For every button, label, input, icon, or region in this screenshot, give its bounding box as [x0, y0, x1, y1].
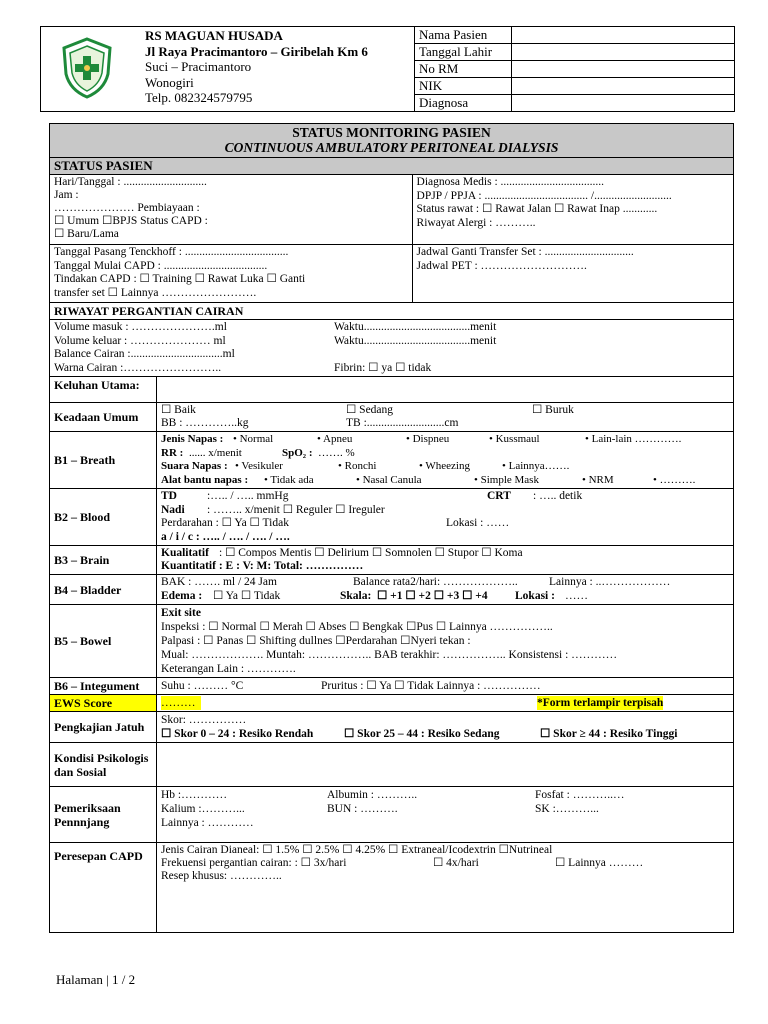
ews-label: EWS Score [50, 695, 157, 712]
crt-field[interactable]: : ….. detik [533, 490, 583, 502]
nadi-field[interactable]: : …….. x/menit ☐ Reguler ☐ Ireguler [207, 503, 385, 516]
resiko-rendah-checkbox[interactable]: ☐ Skor 0 – 24 : Resiko Rendah [161, 728, 314, 740]
b1-block[interactable] [157, 432, 734, 489]
nik-label: NIK [415, 78, 512, 95]
resiko-tinggi-checkbox[interactable]: ☐ Skor ≥ 44 : Resiko Tinggi [540, 728, 678, 740]
alat-simple-mask-option[interactable]: • Simple Mask [474, 473, 539, 486]
keluhan-field[interactable] [157, 377, 734, 403]
alat-tidak-ada-option[interactable]: • Tidak ada [264, 473, 314, 486]
suara-ronchi-option[interactable]: • Ronchi [338, 460, 377, 472]
ews-value-field[interactable]: ……… [161, 696, 201, 710]
riwayat-block[interactable] [50, 320, 734, 377]
b2-label: B2 – Blood [50, 489, 157, 546]
rr-field[interactable]: ...... x/menit [189, 446, 242, 459]
albumin-field[interactable]: Albumin : ……….. [327, 789, 418, 801]
jatuh-block[interactable] [157, 712, 734, 743]
jadwal-pet-field[interactable]: Jadwal PET : ………………………. [416, 259, 587, 272]
exit-site-label: Exit site [161, 607, 201, 619]
napas-lainlain-option[interactable]: • Lain-lain …………. [585, 433, 682, 445]
resep-block[interactable] [157, 843, 734, 933]
mual-muntah-field[interactable]: Mual: ………………. Muntah: …………….. BAB terakhir: …………….. Konsistensi : ………… [161, 649, 618, 661]
suara-napas-label: Suara Napas : [161, 460, 228, 472]
form-title [50, 124, 734, 158]
balance-rata-field[interactable]: Balance rata2/hari: ……………….. [353, 576, 518, 588]
napas-normal-option[interactable]: • Normal [233, 433, 274, 445]
napas-apneu-option[interactable]: • Apneu [317, 433, 353, 445]
edema-options[interactable]: ☐ Ya ☐ Tidak [213, 589, 281, 602]
suara-lainnya-option[interactable]: • Lainnya……. [502, 460, 570, 472]
edema-label: Edema : [161, 589, 203, 602]
status-right-block-1[interactable] [412, 175, 733, 245]
alat-nrm-option[interactable]: • NRM [582, 473, 614, 486]
b3-block[interactable] [157, 546, 734, 575]
patient-name-field[interactable] [512, 27, 735, 44]
edema-lokasi-label: Lokasi : [515, 589, 555, 602]
b6-block[interactable] [157, 678, 734, 695]
title-line2: CONTINUOUS AMBULATORY PERITONEAL DIALYSIS [224, 140, 559, 155]
medical-record-field[interactable] [512, 61, 735, 78]
b6-label: B6 – Integument [50, 678, 157, 695]
resiko-sedang-checkbox[interactable]: ☐ Skor 25 – 44 : Resiko Sedang [344, 728, 500, 740]
spo2-field[interactable]: ……. % [318, 446, 355, 459]
napas-kussmaul-option[interactable]: • Kussmaul [489, 433, 540, 445]
skala-label: Skala: [340, 589, 372, 602]
inspeksi-options[interactable]: Inspeksi : ☐ Normal ☐ Merah ☐ Abses ☐ Bengkak ☐Pus ☐ Lainnya …………….. [161, 621, 553, 633]
jam-field[interactable]: Jam : [54, 189, 79, 201]
crt-label: CRT [487, 490, 511, 502]
page-footer: Halaman | 1 / 2 [56, 972, 136, 987]
title-line1: STATUS MONITORING PASIEN [292, 125, 491, 140]
keadaan-label: Keadaan Umum [50, 403, 157, 432]
hospital-name: RS MAGUAN HUSADA [145, 28, 283, 43]
kualitatif-options[interactable]: : ☐ Compos Mentis ☐ Delirium ☐ Somnolen ☐ Stupor ☐ Koma [219, 547, 523, 559]
alat-nasal-canula-option[interactable]: • Nasal Canula [356, 473, 422, 486]
keterangan-lain-field[interactable]: Keterangan Lain : …………. [161, 663, 296, 675]
alat-bantu-label: Alat bantu napas : [161, 473, 249, 486]
hospital-logo-icon [58, 36, 116, 100]
rr-label: RR : [161, 446, 184, 459]
volume-keluar-field[interactable]: Volume keluar : ………………… ml [54, 334, 226, 347]
status-right-block-2[interactable] [412, 245, 733, 303]
keadaan-baik-checkbox[interactable]: ☐ Baik [161, 404, 196, 416]
jatuh-label: Pengkajian Jatuh [50, 712, 157, 743]
kalium-field[interactable]: Kalium :………... [161, 803, 245, 815]
hospital-address [133, 27, 415, 112]
nik-field[interactable] [512, 78, 735, 95]
keadaan-buruk-checkbox[interactable]: ☐ Buruk [532, 404, 574, 416]
tanggal-tenckhoff-field[interactable]: Tanggal Pasang Tenckhoff : .................................... [54, 246, 289, 258]
napas-dispneu-option[interactable]: • Dispneu [406, 433, 450, 445]
keluhan-label: Keluhan Utama: [50, 377, 157, 403]
waktu-keluar-field[interactable]: Waktu.....................................menit [334, 334, 497, 347]
kuantitatif-field[interactable]: Kuantitatif : E : V: M: Total: …………… [161, 560, 364, 572]
hb-field[interactable]: Hb :………… [161, 789, 228, 801]
b1-label: B1 – Breath [50, 432, 157, 489]
baru-lama-field[interactable]: ☐ Baru/Lama [54, 228, 119, 240]
psiko-label: Kondisi Psikologis dan Sosial [50, 743, 157, 787]
jenis-cairan-options[interactable]: Jenis Cairan Dianeal: ☐ 1.5% ☐ 2.5% ☐ 4.25% ☐ Extraneal/Icodextrin ☐Nutrineal [161, 844, 553, 856]
b5-block[interactable] [157, 605, 734, 678]
address-line3: Wonogiri [145, 74, 194, 90]
psiko-field[interactable] [157, 743, 734, 787]
balance-cairan-field[interactable]: Balance Cairan :................................ml [54, 348, 235, 360]
b3-label: B3 – Brain [50, 546, 157, 575]
jatuh-skor-field[interactable]: Skor: …………… [161, 714, 247, 726]
aic-field[interactable]: a / i / c : ….. / …. / …. / …. [161, 530, 290, 543]
resep-label: Peresepan CAPD [50, 843, 157, 933]
kualitatif-label: Kualitatif [161, 547, 209, 559]
address-line1: Jl Raya Pracimantoro – Giribelah Km 6 [145, 43, 368, 59]
frekuensi-3x-option[interactable]: Frekuensi pergantian cairan: : ☐ 3x/hari [161, 857, 347, 869]
bak-field[interactable]: BAK : ……. ml / 24 Jam [161, 576, 277, 588]
jadwal-ganti-field[interactable]: Jadwal Ganti Transfer Set : ............................... [416, 246, 634, 258]
nadi-label: Nadi [161, 503, 185, 516]
b4-label: B4 – Bladder [50, 575, 157, 605]
status-rawat-field[interactable]: Status rawat : ☐ Rawat Jalan ☐ Rawat Inap ............ [416, 203, 658, 215]
dpjp-field[interactable]: DPJP / PPJA : .................................... /........................... [416, 189, 672, 202]
jenis-napas-label: Jenis Napas : [161, 433, 224, 445]
td-label: TD [161, 490, 177, 502]
td-field[interactable]: :….. / ….. mmHg [207, 490, 289, 502]
penunjang-label: Pemeriksaan Pennnjang [50, 787, 157, 843]
sk-field[interactable]: SK :………... [535, 803, 599, 815]
transfer-set-field[interactable]: transfer set ☐ Lainnya ……………………. [54, 286, 257, 299]
hari-tanggal-field[interactable]: Hari/Tanggal : ............................. [54, 176, 207, 188]
palpasi-options[interactable]: Palpasi : ☐ Panas ☐ Shifting dullnes ☐Perdarahan ☐Nyeri tekan : [161, 635, 471, 647]
status-left-block-1[interactable] [50, 175, 413, 245]
patient-name-label: Nama Pasien [415, 27, 512, 44]
birth-date-label: Tanggal Lahir [415, 44, 512, 61]
tb-field[interactable]: TB :...........................cm [346, 417, 459, 429]
perdarahan-field[interactable]: Perdarahan : ☐ Ya ☐ Tidak [161, 517, 289, 529]
volume-masuk-field[interactable]: Volume masuk : ………………….ml [54, 321, 227, 333]
warna-cairan-field[interactable]: Warna Cairan :…………………….. [54, 361, 222, 374]
waktu-masuk-field[interactable]: Waktu.....................................menit [334, 321, 497, 333]
resep-khusus-field[interactable]: Resep khusus: ………….. [161, 870, 282, 882]
diagnosa-medis-field[interactable]: Diagnosa Medis : .................................... [416, 176, 605, 188]
skala-options[interactable]: ☐ +1 ☐ +2 ☐ +3 ☐ +4 [377, 589, 488, 602]
status-pasien-heading: STATUS PASIEN [50, 158, 734, 175]
medical-record-label: No RM [415, 61, 512, 78]
riwayat-heading: RIWAYAT PERGANTIAN CAIRAN [50, 303, 734, 320]
suara-vesikuler-option[interactable]: • Vesikuler [235, 460, 283, 472]
tanggal-mulai-capd-field[interactable]: Tanggal Mulai CAPD : .................................... [54, 259, 268, 272]
suara-wheezing-option[interactable]: • Wheezing [419, 460, 470, 472]
riwayat-alergi-field[interactable]: Riwayat Alergi : ……….. [416, 216, 536, 229]
spo2-label: SpO₂ : [282, 446, 313, 459]
status-capd-field[interactable]: ☐ Umum ☐BPJS Status CAPD : [54, 215, 208, 227]
suhu-field[interactable]: Suhu : ……… °C [161, 680, 244, 692]
keadaan-block[interactable] [157, 403, 734, 432]
monitoring-form [49, 123, 734, 933]
frekuensi-4x-option[interactable]: ☐ 4x/hari [433, 857, 479, 869]
hospital-phone: Telp. 082324579795 [145, 90, 253, 105]
fosfat-field[interactable]: Fosfat : ………..… [535, 789, 625, 801]
pembiayaan-field[interactable]: ………………… Pembiayaan : [54, 202, 200, 214]
bb-field[interactable]: BB : …………..kg [161, 417, 249, 429]
penunjang-block[interactable] [157, 787, 734, 843]
edema-lokasi-field[interactable]: …… [565, 589, 588, 602]
ews-block[interactable] [157, 695, 734, 712]
status-left-block-2[interactable] [50, 245, 413, 303]
frekuensi-lainnya-option[interactable]: ☐ Lainnya ……… [555, 857, 644, 869]
b2-block[interactable] [157, 489, 734, 546]
penunjang-lainnya-field[interactable]: Lainnya : ………… [161, 817, 254, 829]
header-table [40, 26, 735, 112]
logo-cell [41, 27, 134, 112]
birth-date-field[interactable] [512, 44, 735, 61]
pruritus-options[interactable]: Pruritus : ☐ Ya ☐ Tidak Lainnya : …………… [321, 680, 541, 692]
ews-note: *Form terlampir terpisah [537, 697, 664, 709]
b5-label: B5 – Bowel [50, 605, 157, 678]
perdarahan-lokasi-field[interactable]: Lokasi : …… [446, 517, 510, 529]
alat-lainnya-option[interactable]: • ………. [653, 473, 696, 486]
diagnosis-field[interactable] [512, 95, 735, 112]
b4-block[interactable] [157, 575, 734, 605]
fibrin-field[interactable]: Fibrin: ☐ ya ☐ tidak [334, 361, 432, 374]
address-line2: Suci – Pracimantoro [145, 59, 252, 74]
tindakan-capd-field[interactable]: Tindakan CAPD : ☐ Training ☐ Rawat Luka ☐ Ganti [54, 273, 306, 285]
b4-lainnya-field[interactable]: Lainnya : ..……………… [549, 576, 671, 588]
diagnosis-label: Diagnosa [415, 95, 512, 112]
bun-field[interactable]: BUN : ………. [327, 803, 398, 815]
keadaan-sedang-checkbox[interactable]: ☐ Sedang [346, 404, 394, 416]
